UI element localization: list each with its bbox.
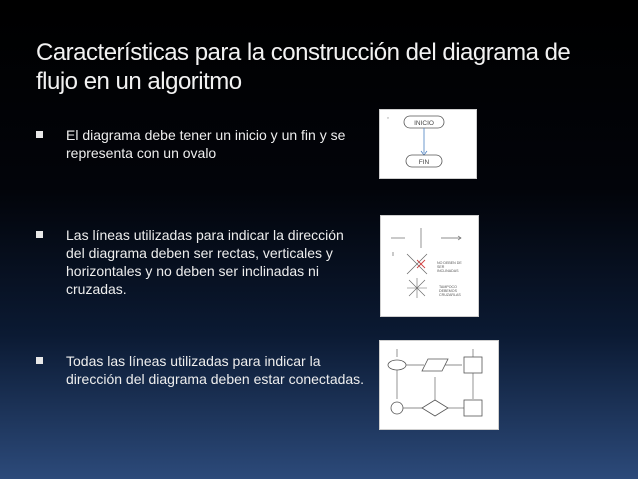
bullet-text: El diagrama debe tener un inicio y un fin y se representa con un ovalo xyxy=(66,127,346,161)
start-end-figure xyxy=(379,109,477,179)
end-label: FIN xyxy=(418,159,430,166)
note-2-line-1: TAMPOCO xyxy=(439,285,457,289)
parallelogram-shape xyxy=(422,359,448,371)
note-2-line-2: DEBEMOS xyxy=(439,289,457,293)
note-1-line-3: INCLINADAS xyxy=(437,269,459,273)
bullet-square-icon xyxy=(36,357,43,364)
oval-shape xyxy=(388,360,406,370)
note-1-line-1: NO DEBEN DE xyxy=(437,261,462,265)
bullet-square-icon xyxy=(36,231,43,238)
bullet-text: Las líneas utilizadas para indicar la dirección del diagrama deben ser rectas, verticales y horizontales y no deben ser inclinadas ni cruzadas. xyxy=(66,227,344,297)
connector-circle-shape xyxy=(391,402,403,414)
note-1-line-2: SER xyxy=(437,265,445,269)
start-label: INICIO xyxy=(414,120,434,127)
note-2-line-3: CRUZARLAS xyxy=(439,293,461,297)
slide-title: Características para la construcción del diagrama de flujo en un algoritmo xyxy=(36,39,571,95)
decision-diamond-shape xyxy=(422,400,448,416)
process-box-shape xyxy=(464,400,482,416)
connected-shapes-figure xyxy=(379,340,499,430)
bullet-text: Todas las líneas utilizadas para indicar la dirección del diagrama deben estar conectadas. xyxy=(66,353,365,387)
bullet-square-icon xyxy=(36,131,43,138)
lines-figure xyxy=(380,215,479,317)
process-box-shape xyxy=(464,357,482,373)
corner-mark: * xyxy=(387,117,389,123)
